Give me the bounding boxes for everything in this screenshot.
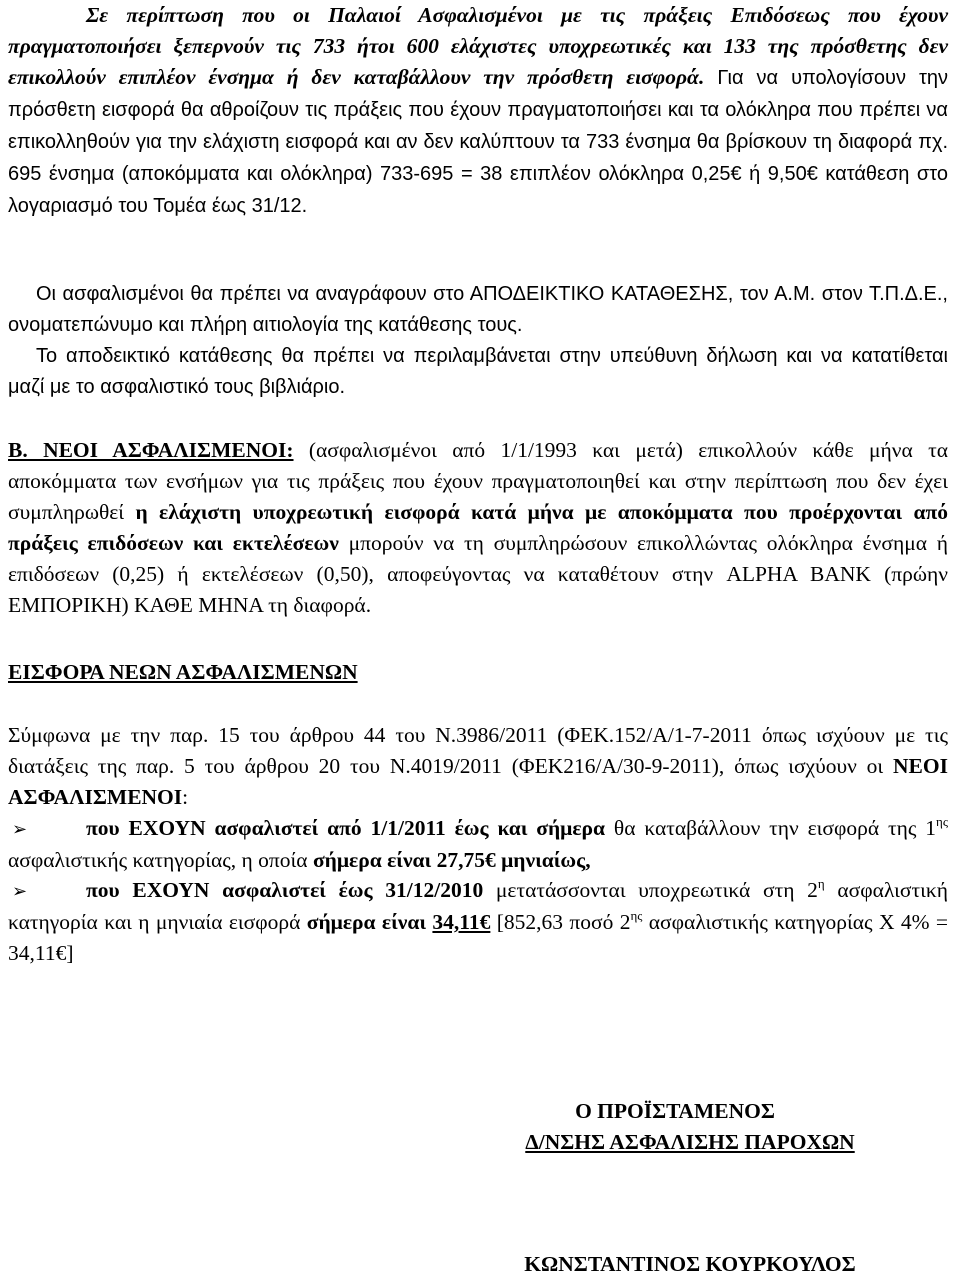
law-reference-text: Σύμφωνα με την παρ. 15 του άρθρου 44 του Ν.3986/2011 (ΦΕΚ.152/Α/1-7-2011 όπως ισχύουν με τις διατάξεις της παρ. 5 του άρθρου 20 του Ν.4019/2011 (ΦΕΚ216/Α/30-9-2011), όπως ισχύουν οι [8,723,948,778]
bullet1-text-b: θα καταβάλλουν την εισφορά της 1 [605,816,937,840]
old-insured-bold-text: Σε περίπτωση που οι Παλαιοί Ασφαλισμένοι με τις πράξεις Επιδόσεως που έχουν πραγματοποιήσει ξεπερνούν τις 733 ήτοι 600 ελάχιστες υποχρεωτικές και 133 της πρόσθετης δεν επικολλούν επιπλέον ένσημα ή δεν καταβάλλουν την πρόσθετη εισφορά. [8,3,948,89]
old-insured-body-text: Για να υπολογίσουν την πρόσθετη εισφορά θα αθροίζουν τις πράξεις που έχουν πραγματοποιήσει και τα ολόκληρα που πρέπει να επικολληθούν για την ελάχιστη εισφορά και αν δεν καλύπτουν τα 733 ένσημα θα βρίσκουν τη διαφορά πχ. 695 ένσημα (αποκόμματα και ολόκληρα) 733-695 = 38 επιπλέον ολόκληρα 0,25€ ή 9,50€ κατάθεση στο λογαριασμό του Τομέα έως 31/12. [8,67,948,217]
new-insured-bold-text: η ελάχιστη υποχρεωτική εισφορά κατά μήνα με αποκόμματα που προέρχονται από πράξεις επιδόσεων και εκτελέσεων [8,500,948,555]
signature-name: ΚΩΝΣΤΑΝΤΙΝΟΣ ΚΟΥΡΚΟΥΛΟΣ [524,1252,856,1276]
bullet2-amount: 34,11€ [432,910,491,934]
bullet2-text-g: ασφαλιστικής κατηγορίας Χ 4% = 34,11€] [8,910,948,965]
bullet-arrow-icon: ➢ [12,881,28,902]
paragraph-law-reference [8,720,948,813]
bullet2-text-b: μετατάσσονται υποχρεωτικά στη 2 [483,878,818,902]
bullet1-superscript: ης [936,814,948,829]
bullet2-superscript-2: ης [630,908,643,923]
deposit-receipt-text: Οι ασφαλισμένοι θα πρέπει να αναγράφουν στο ΑΠΟΔΕΙΚΤΙΚΟ ΚΑΤΑΘΕΣΗΣ, τον Α.Μ. στον Τ.Π.Δ.Ε., ονοματεπώνυμο και πλήρη αιτιολογία της κατάθεσης τους. [8,283,948,336]
signature-title: Ο ΠΡΟΪΣΤΑΜΕΝΟΣ [575,1099,775,1123]
bullet2-superscript-1: η [817,876,825,891]
bullet2-bold-text: που ΕΧΟΥΝ ασφαλιστεί έως 31/12/2010 [86,878,484,902]
bullet1-bold-text: που ΕΧΟΥΝ ασφαλιστεί από 1/1/2011 έως και σήμερα [86,816,606,840]
section-heading [8,657,948,688]
bullet-item-insured-until-2010 [8,875,948,969]
bullet2-text-c: ασφαλιστική κατηγορία και η μηνιαία εισφορά [8,878,948,934]
paragraph-deposit-receipt-info [8,279,948,341]
law-reference-colon: : [182,785,189,809]
bullet1-bold-amount: σήμερα είναι 27,75€ μηνιαίως, [312,848,591,872]
bullet2-text-f: [852,63 ποσό 2 [490,910,631,934]
bullet2-bold-text-d: σήμερα είναι [306,910,433,934]
bullet-item-insured-since-2011 [8,813,948,876]
bullet-arrow-icon: ➢ [12,819,28,840]
law-reference-bold-text: ΝΕΟΙ ΑΣΦΑΛΙΣΜΕΝΟΙ [8,754,948,809]
new-insured-text-a: (ασφαλισμένοι από 1/1/1993 και μετά) επικολλούν κάθε μήνα τα αποκόμματα των ενσήμων για τις πράξεις που έχουν πραγματοποιηθεί και στην περίπτωση που δεν έχει συμπληρωθεί [8,438,948,524]
paragraph-new-insured [8,435,948,621]
new-insured-heading: Β. ΝΕΟΙ ΑΣΦΑΛΙΣΜΕΝΟΙ: [8,438,294,462]
paragraph-deposit-receipt-declaration [8,341,948,403]
paragraph-old-insured [8,0,948,222]
signature-department: Δ/ΝΣΗΣ ΑΣΦΑΛΙΣΗΣ ΠΑΡΟΧΩΝ [525,1130,855,1154]
deposit-declaration-text: Το αποδεικτικό κατάθεσης θα πρέπει να περιλαμβάνεται στην υπεύθυνη δήλωση και να κατατίθεται μαζί με το ασφαλιστικό τους βιβλιάριο. [8,345,948,398]
new-insured-text-c: μπορούν να τη συμπληρώσουν επικολλώντας ολόκληρα ένσημα ή επιδόσεων (0,25) ή εκτελέσεων (0,50), αποφεύγοντας να καταθέτουν στην ALPHA BANK (πρώην ΕΜΠΟΡΙΚΗ) ΚΑΘΕ ΜΗΝΑ τη διαφορά. [8,531,949,617]
bullet1-text-c: ασφαλιστικής κατηγορίας, η οποία [8,848,313,872]
section-heading-text: ΕΙΣΦΟΡΑ ΝΕΩΝ ΑΣΦΑΛΙΣΜΕΝΩΝ [8,660,358,684]
